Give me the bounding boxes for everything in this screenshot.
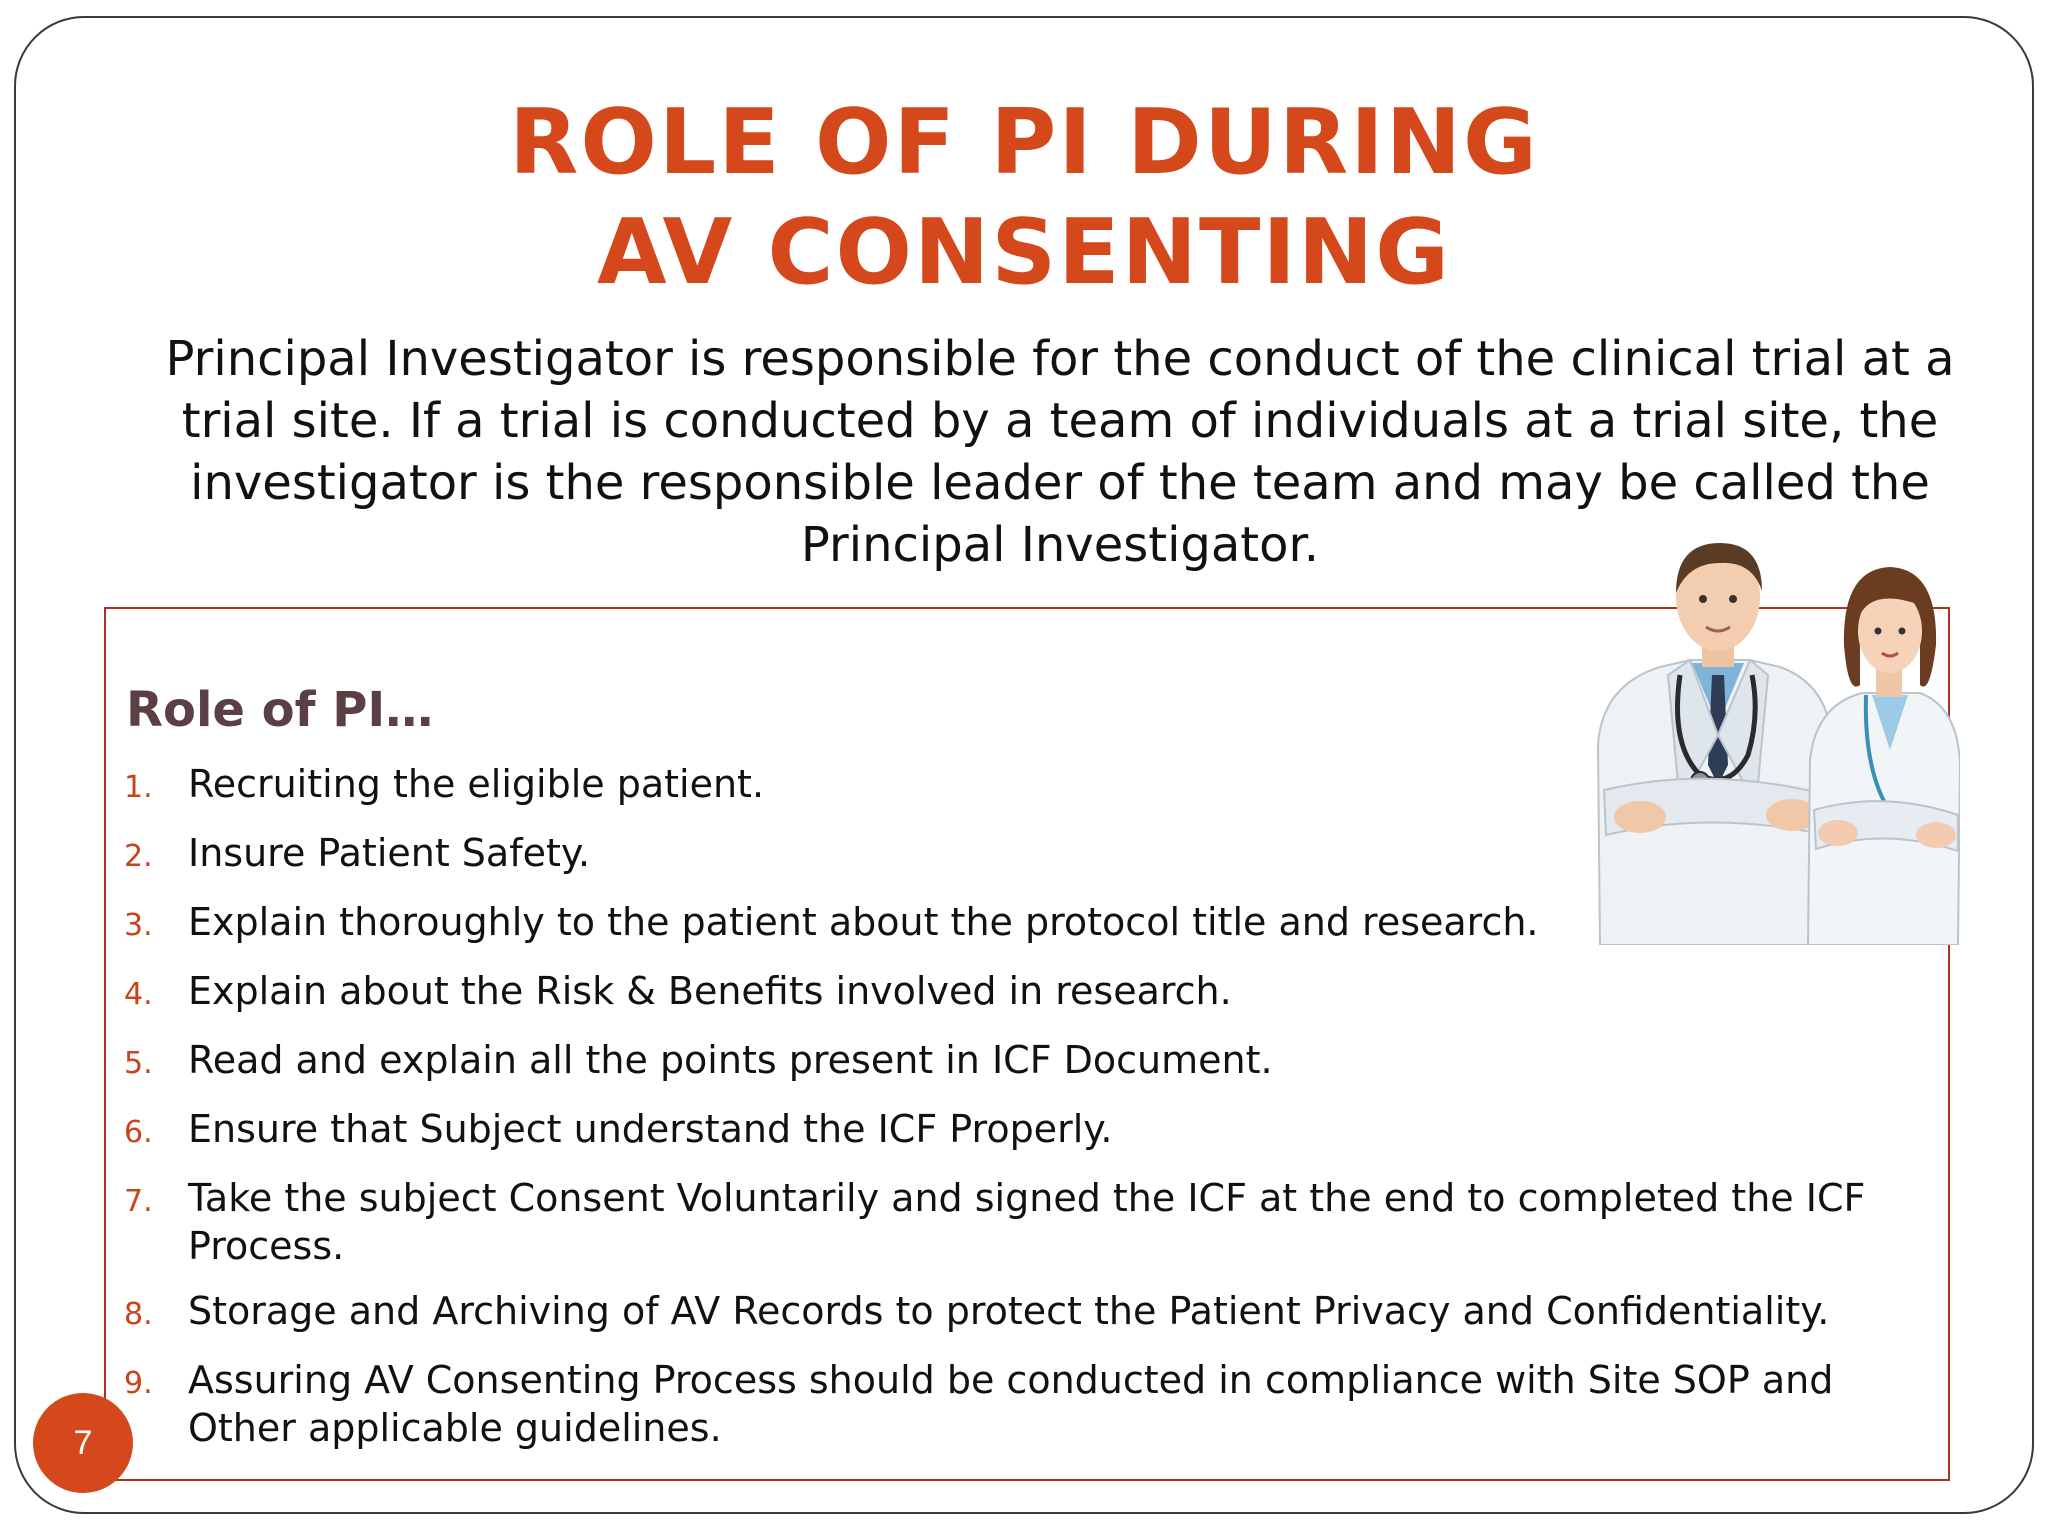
list-item-text: Storage and Archiving of AV Records to protect the Patient Privacy and Confidentiality. <box>188 1289 1830 1333</box>
list-item-text: Explain thoroughly to the patient about the protocol title and research. <box>188 900 1539 944</box>
list-item <box>124 967 1934 1019</box>
list-item-text: Assuring AV Consenting Process should be conducted in compliance with Site SOP and Other applicable guidelines. <box>188 1358 1834 1450</box>
list-item-number: 4. <box>124 977 153 1012</box>
male-doctor <box>1598 543 1832 945</box>
list-item <box>124 1287 1934 1339</box>
list-item-number: 7. <box>124 1184 153 1219</box>
doctors-illustration <box>1580 535 1960 945</box>
slide-title <box>0 88 2048 308</box>
page-number-badge: 7 <box>33 1393 133 1493</box>
list-item-number: 8. <box>124 1297 153 1332</box>
list-item-text: Ensure that Subject understand the ICF Properly. <box>188 1107 1113 1151</box>
female-doctor <box>1808 567 1960 945</box>
slide-title-line-2: AV CONSENTING <box>596 200 1452 305</box>
list-item-text: Read and explain all the points present in ICF Document. <box>188 1038 1273 1082</box>
list-item-number: 9. <box>124 1366 153 1401</box>
list-item-text: Explain about the Risk & Benefits involved in research. <box>188 969 1232 1013</box>
slide-title-line-1: ROLE OF PI DURING <box>509 90 1539 195</box>
list-item-text: Take the subject Consent Voluntarily and signed the ICF at the end to completed the ICF Process. <box>188 1176 1866 1268</box>
list-item <box>124 1105 1934 1157</box>
list-item-number: 5. <box>124 1046 153 1081</box>
list-item-number: 2. <box>124 839 153 874</box>
list-item <box>124 1356 1934 1452</box>
section-heading: Role of PI… <box>126 682 434 738</box>
list-item-text: Recruiting the eligible patient. <box>188 762 765 806</box>
list-item-number: 1. <box>124 770 153 805</box>
list-item-text: Insure Patient Safety. <box>188 831 591 875</box>
list-item-number: 6. <box>124 1115 153 1150</box>
intro-paragraph: Principal Investigator is responsible for the conduct of the clinical trial at a trial site. If a trial is conducted by a team of individuals at a trial site, the investigator is the responsible leader of the team and may be called the Principal Investigator. <box>165 331 1955 573</box>
list-item <box>124 1036 1934 1088</box>
list-item-number: 3. <box>124 908 153 943</box>
list-item <box>124 1174 1934 1270</box>
